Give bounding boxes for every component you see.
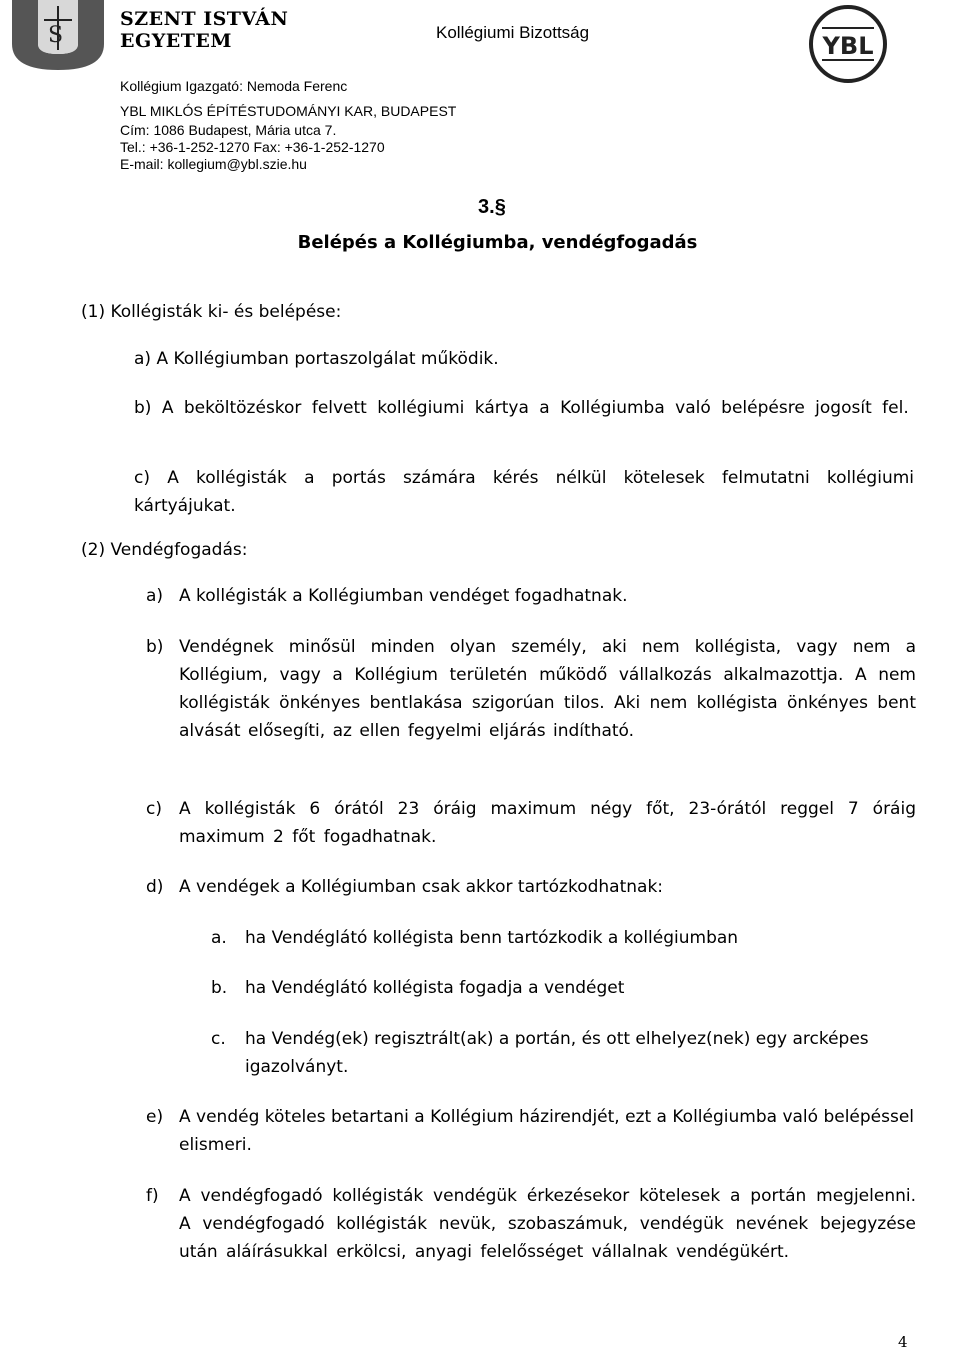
email-line: E-mail: kollegium@ybl.szie.hu — [120, 156, 307, 172]
subitem-text: ha Vendég(ek) regisztrált(ak) a portán, és ott elhelyez(nek) egy arcképes igazolványt. — [245, 1029, 869, 1077]
part2-item-d — [146, 873, 916, 901]
part2-item-c — [146, 795, 916, 851]
subitem-a — [211, 924, 916, 952]
part2-item-e — [146, 1103, 916, 1159]
part2-heading: (2) Vendégfogadás: — [81, 540, 248, 560]
item-label: b) — [146, 637, 164, 657]
address-line: Cím: 1086 Budapest, Mária utca 7. — [120, 122, 337, 138]
part2-item-f — [146, 1182, 916, 1266]
university-name-line1: SZENT ISTVÁN — [120, 8, 289, 30]
committee-title: Kollégiumi Bizottság — [436, 23, 590, 42]
ybl-logo-text: YBL — [822, 32, 874, 60]
part2-item-a — [146, 582, 916, 610]
item-label: d) — [146, 877, 164, 897]
subitem-b — [211, 974, 916, 1002]
subitem-text: ha Vendéglátó kollégista benn tartózkodik a kollégiumban — [245, 928, 739, 948]
section-sign-icon: § — [494, 196, 506, 218]
item-text: A kollégisták 6 órától 23 óráig maximum négy főt, 23-órától reggel 7 óráig maximum 2 főt fogadhatnak. — [179, 799, 916, 847]
part1-item-b — [134, 394, 914, 422]
item-text: A vendégek a Kollégiumban csak akkor tartózkodhatnak: — [179, 877, 664, 897]
faculty-line: YBL MIKLÓS ÉPÍTÉSTUDOMÁNYI KAR, BUDAPEST — [120, 103, 457, 119]
subitem-label: b. — [211, 978, 228, 998]
page-number: 4 — [898, 1333, 908, 1351]
item-label: b) — [134, 398, 152, 418]
part1-item-a — [134, 345, 914, 373]
phone-line: Tel.: +36-1-252-1270 Fax: +36-1-252-1270 — [120, 139, 385, 155]
item-text: Vendégnek minősül minden olyan személy, aki nem kollégista, vagy nem a Kollégium, vagy a Kollégium területén működő vállalkozás alkalmazottja. A nem kollégisták önkényes bentlakása szigorúan tilos. Aki nem kollégista önkényes bent alvását elősegíti, az ellen fegyelmi eljárás indítható. — [179, 637, 916, 741]
part2-item-b — [146, 633, 916, 745]
item-text: A kollégisták a Kollégiumban vendéget fogadhatnak. — [179, 586, 628, 606]
item-label: e) — [146, 1107, 164, 1127]
university-name-line2: EGYETEM — [120, 30, 232, 52]
ybl-logo — [808, 4, 888, 84]
item-text: A kollégisták a portás számára kérés nélkül kötelesek felmutatni kollégiumi kártyájukat. — [134, 468, 915, 516]
subitem-label: a. — [211, 928, 227, 948]
item-label: f) — [146, 1186, 159, 1206]
part1-item-c — [134, 464, 914, 520]
part1-heading: (1) Kollégisták ki- és belépése: — [81, 302, 342, 322]
university-crest-logo — [8, 0, 108, 72]
item-label: a) — [134, 349, 152, 369]
item-label: c) — [146, 799, 162, 819]
svg-text:S: S — [48, 23, 64, 48]
item-text: A Kollégiumban portaszolgálat működik. — [156, 349, 499, 369]
item-label: c) — [134, 468, 150, 488]
director-line: Kollégium Igazgató: Nemoda Ferenc — [120, 78, 348, 94]
section-number: 3.§ — [478, 196, 506, 218]
item-label: a) — [146, 586, 164, 606]
section-title: Belépés a Kollégiumba, vendégfogadás — [297, 232, 698, 253]
university-name — [120, 8, 288, 52]
subitem-text: ha Vendéglátó kollégista fogadja a vendéget — [245, 978, 625, 998]
item-text: A beköltözéskor felvett kollégiumi kártya a Kollégiumba való belépésre jogosít fel. — [161, 398, 909, 418]
item-text: A vendégfogadó kollégisták vendégük érkezésekor kötelesek a portán megjelenni. A vendégfogadó kollégisták nevük, szobaszámuk, vendégük nevének bejegyzése után aláírásukkal erkölcsi, anyagi felelősséget vállalnak vendégükért. — [179, 1186, 916, 1262]
item-text: A vendég köteles betartani a Kollégium házirendjét, ezt a Kollégiumba való belépéssel elismeri. — [179, 1107, 915, 1155]
subitem-c — [211, 1025, 916, 1081]
subitem-label: c. — [211, 1029, 226, 1049]
